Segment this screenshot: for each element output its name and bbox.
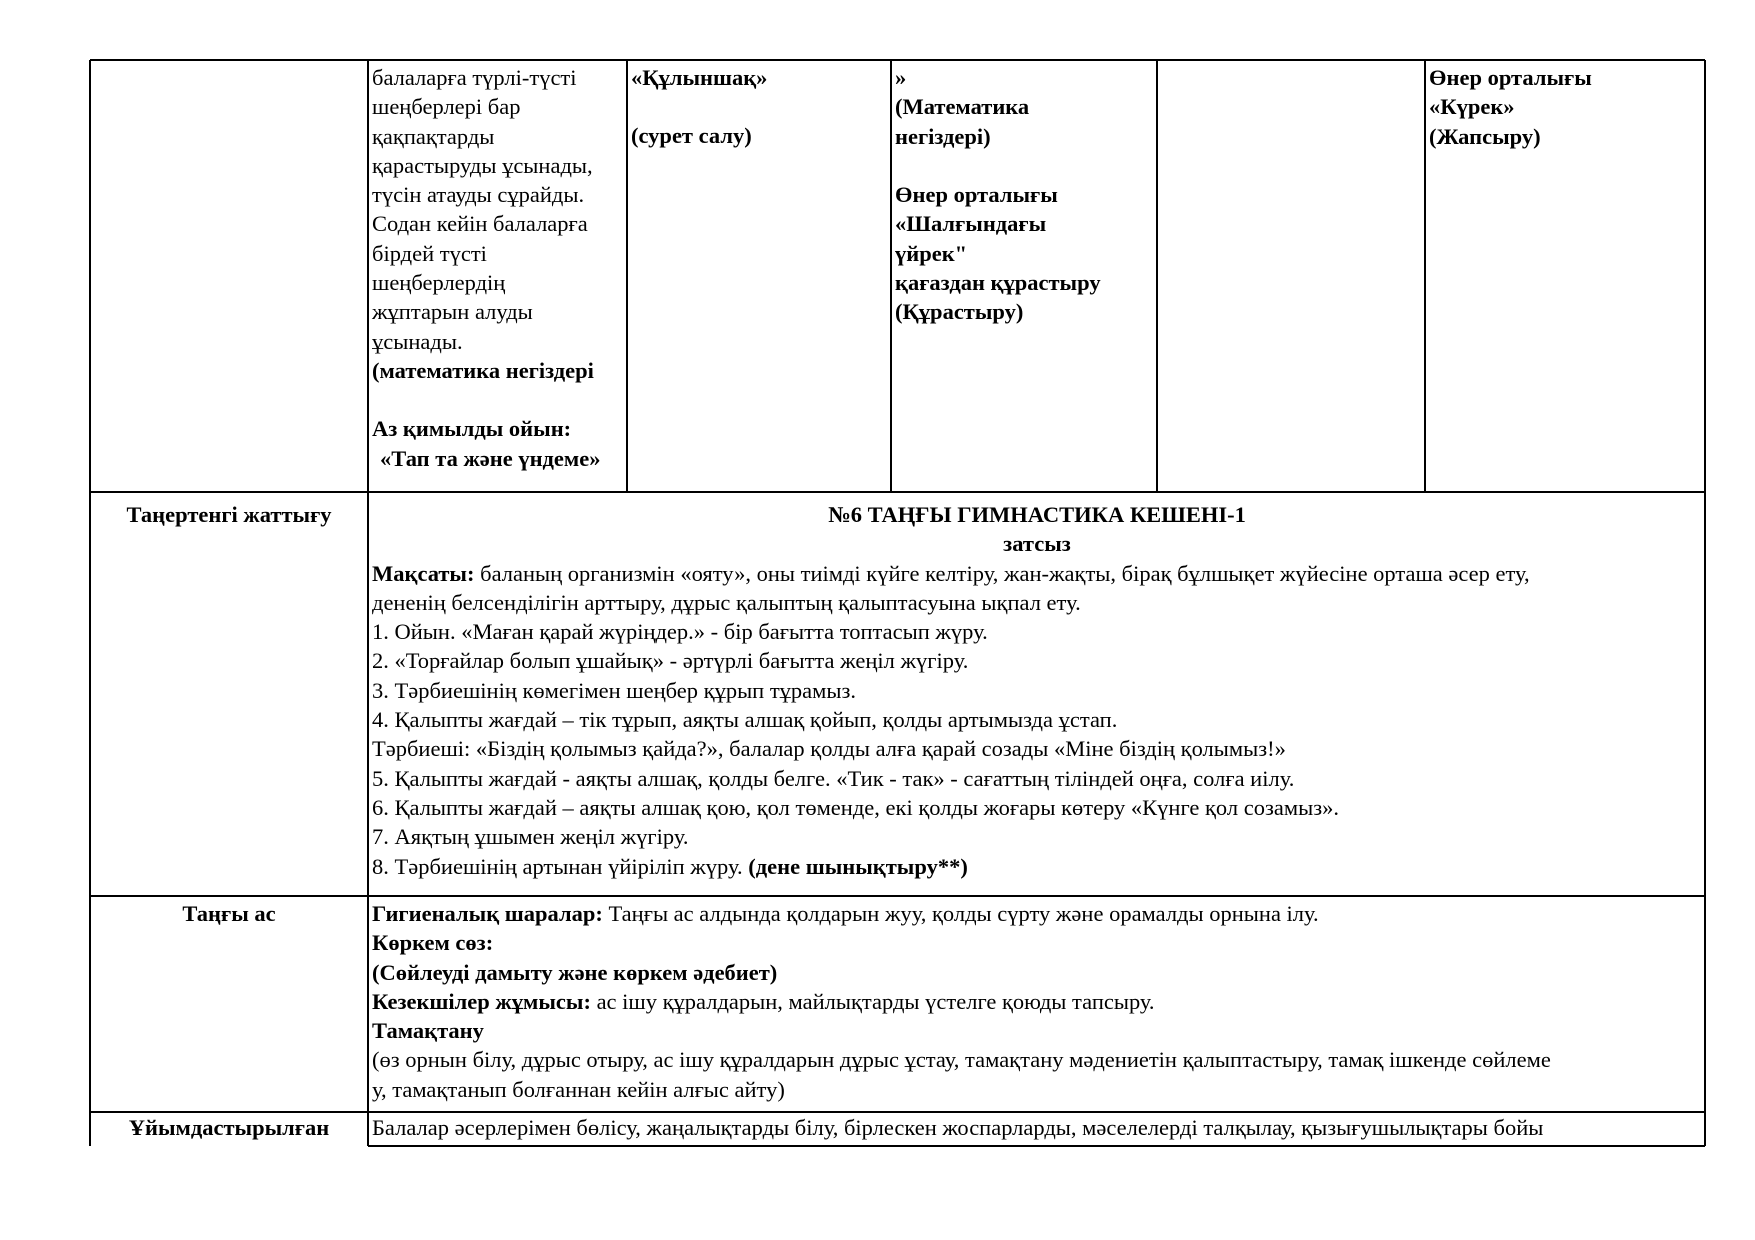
description-line: түсін атауды сұрайды. <box>372 182 585 208</box>
activity-line: (Құрастыру) <box>895 299 1024 325</box>
game-name: «Тап та және үндеме» <box>380 445 601 471</box>
meal-text-2: у, тамақтанып болғаннан кейін алғыс айту) <box>372 1076 785 1102</box>
morning-exercise-content <box>372 500 1702 881</box>
morning-exercise-label: Таңертенгі жаттығу <box>126 502 332 527</box>
hygiene-line <box>372 899 1702 928</box>
step-subject: (дене шынықтыру**) <box>748 853 968 879</box>
exercise-step: 5. Қалыпты жағдай - аяқты алшақ, қолды белге. «Тик - так» - сағаттың тіліндей оңға, солға иілу. <box>372 765 1295 791</box>
activity-line: негіздері) <box>895 123 991 149</box>
organized-activity-label: Ұйымдастырылған <box>128 1115 330 1140</box>
organized-activity-text: Балалар әсерлерімен бөлісу, жаңалықтарды білу, бірлескен жоспарларды, мәселелерді талқылау, қызығушылықтары бойы <box>372 1115 1544 1140</box>
game-title: Аз қимылды ойын: <box>372 416 572 442</box>
description-line: жұптарын алуды <box>372 299 533 325</box>
duty-line <box>372 987 1702 1016</box>
hygiene-label: Гигиеналық шаралар: <box>372 901 603 926</box>
exercise-step: 2. «Торғайлар болып ұшайық» - әртүрлі бағытта жеңіл жүгіру. <box>372 648 969 674</box>
activity-line: Өнер орталығы <box>1429 65 1592 90</box>
goal-line-2: дененің белсенділігін арттыру, дұрыс қалыптың қалыптасуына ықпал ету. <box>372 589 1081 615</box>
description-line: балаларға түрлі-түсті <box>372 65 577 90</box>
activity-line: үйрек" <box>895 240 968 266</box>
exercise-step: 3. Тәрбиешінің көмегімен шеңбер құрып тұрамыз. <box>372 677 857 703</box>
description-line: бірдей түсті <box>372 240 487 266</box>
activity-line <box>895 151 1155 180</box>
art-center-activity <box>895 63 1155 327</box>
row1-col2-cell <box>372 63 626 473</box>
exercise-step: 7. Аяқтың ұшымен жеңіл жүгіру. <box>372 824 689 850</box>
row1-col4-cell <box>895 63 1155 327</box>
activity-subject: (сурет салу) <box>631 123 752 149</box>
goal-label: Мақсаты: <box>372 560 475 586</box>
meal-label: Тамақтану <box>372 1018 484 1044</box>
row1-col6-cell <box>1429 63 1703 151</box>
activity-line: (Жапсыру) <box>1429 123 1541 149</box>
breakfast-label: Таңғы ас <box>182 901 276 926</box>
activity-line: (Математика <box>895 94 1030 120</box>
activity-line: «Шалғындағы <box>895 211 1047 237</box>
description-line: қарастыруды ұсынады, <box>372 152 593 178</box>
activity-line: «Күрек» <box>1429 94 1515 120</box>
exercise-step: 4. Қалыпты жағдай – тік тұрып, аяқты алшақ қойып, қолды артымызда ұстап. <box>372 707 1118 733</box>
activity-line: » <box>895 65 907 90</box>
activity-line: Өнер орталығы <box>895 182 1058 208</box>
row1-col3-cell <box>631 63 887 151</box>
description-line: ұсынады. <box>372 328 463 354</box>
activity-title: «Құлыншақ» <box>631 65 768 90</box>
description-line: қақпақтарды <box>372 123 495 149</box>
art-word-subject: (Сөйлеуді дамыту және көркем әдебиет) <box>372 959 778 985</box>
duty-label: Кезекшілер жұмысы: <box>372 988 591 1014</box>
breakfast-content <box>372 899 1702 1104</box>
art-center-applique <box>1429 63 1703 151</box>
gymnastics-title: №6 ТАҢҒЫ ГИМНАСТИКА КЕШЕНІ-1 <box>828 502 1246 527</box>
subject-label: (математика негіздері <box>372 357 594 383</box>
hygiene-text: Таңғы ас алдында қолдарын жуу, қолды сүрту және орамалды орнына ілу. <box>602 901 1319 926</box>
activity-description <box>372 63 626 356</box>
description-line: шеңберлердің <box>372 270 506 296</box>
meal-text-1: (өз орнын білу, дұрыс отыру, ас ішу құралдарын дұрыс ұстау, тамақтану мәдениетін қалыптастыру, тамақ ішкенде сөйлеме <box>372 1047 1551 1073</box>
art-word-label: Көркем сөз: <box>372 930 494 956</box>
exercise-step: Тәрбиеші: «Біздің қолымыз қайда?», балалар қолды алға қарай созады «Міне біздің қолымыз!» <box>372 736 1286 762</box>
step-text: 8. Тәрбиешінің артынан үйіріліп жүру. <box>372 853 749 879</box>
exercise-steps <box>372 617 1702 851</box>
description-line: Содан кейін балаларға <box>372 211 588 237</box>
exercise-step: 1. Ойын. «Маған қарай жүріңдер.» - бір бағытта топтасып жүру. <box>372 619 988 645</box>
exercise-step: 6. Қалыпты жағдай – аяқты алшақ қою, қол төменде, екі қолды жоғары көтеру «Күнге қол созамыз». <box>372 794 1339 820</box>
activity-line: қағаздан құрастыру <box>895 270 1101 296</box>
gymnastics-subtitle: затсыз <box>1003 531 1071 557</box>
goal-text: баланың организмін «ояту», оны тиімді күйге келтіру, жан-жақты, бірақ бұлшықет жүйесіне орташа әсер ету, <box>474 560 1530 586</box>
duty-text: ас ішу құралдарын, майлықтарды үстелге қоюды тапсыру. <box>590 988 1155 1014</box>
description-line: шеңберлері бар <box>372 94 521 120</box>
goal-line-1 <box>372 559 1702 588</box>
exercise-step-last <box>372 852 1702 881</box>
